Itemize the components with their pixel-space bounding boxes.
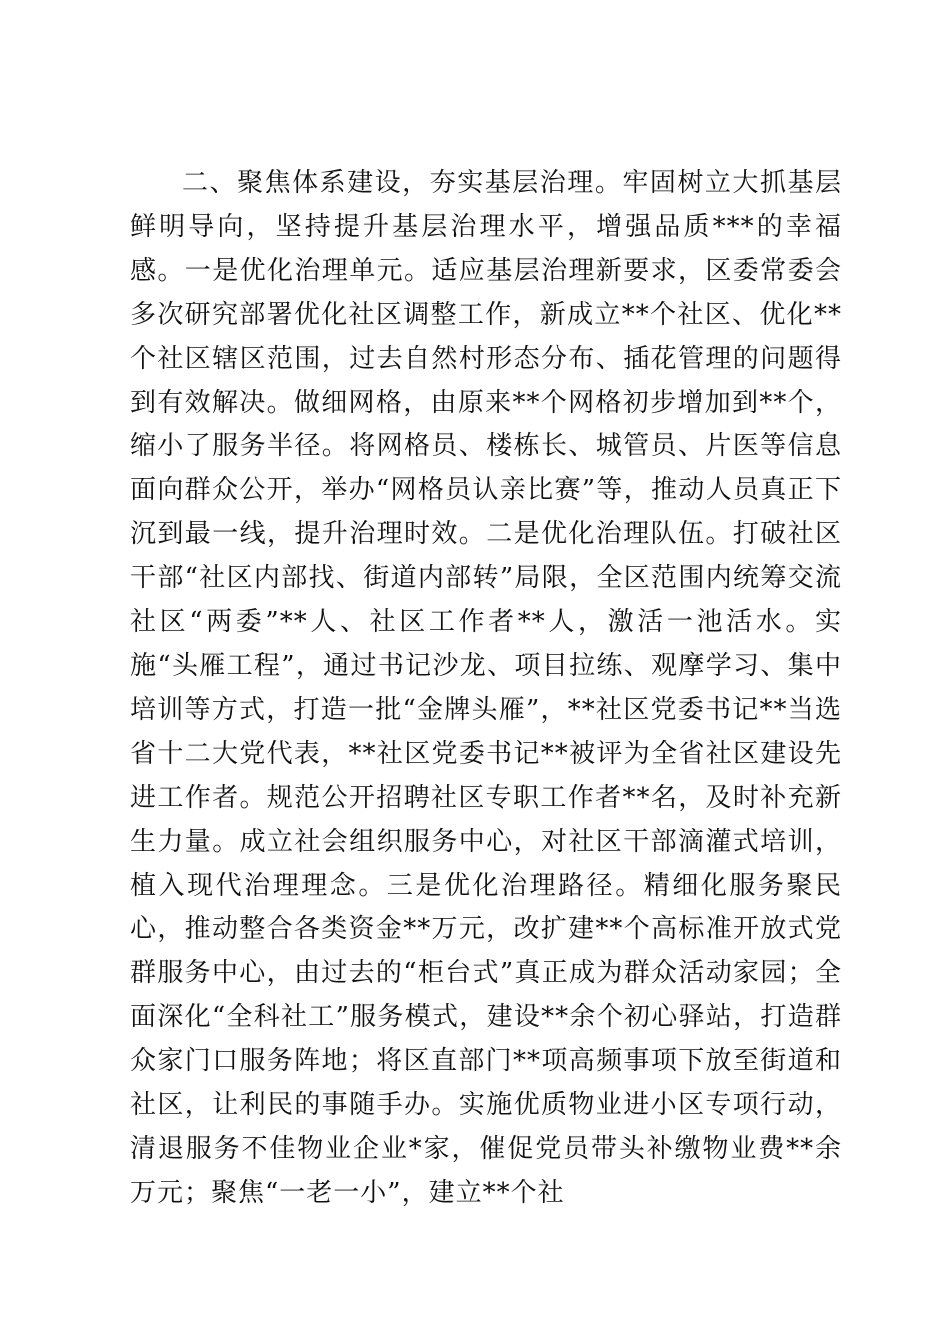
body-paragraph: 二、聚焦体系建设，夯实基层治理。牢固树立大抓基层鲜明导向，坚持提升基层治理水平，增强品质***的幸福感。一是优化治理单元。适应基层治理新要求，区委常委会多次研究部署优化社区调整工作，新成立**个社区、优化**个社区辖区范围，过去自然村形态分布、插花管理的问题得到有效解决。做细网格，由原来**个网格初步增加到**个，缩小了服务半径。将网格员、楼栋长、城管员、片医等信息面向群众公开，举办“网格员认亲比赛”等，推动人员真正下沉到最一线，提升治理时效。二是优化治理队伍。打破社区干部“社区内部找、街道内部转”局限，全区范围内统筹交流社区“两委”**人、社区工作者**人，激活一池活水。实施“头雁工程”，通过书记沙龙、项目拉练、观摩学习、集中培训等方式，打造一批“金牌头雁”，**社区党委书记**当选省十二大党代表，**社区党委书记**被评为全省社区建设先进工作者。规范公开招聘社区专职工作者**名，及时补充新生力量。成立社会组织服务中心，对社区干部滴灌式培训，植入现代治理理念。三是优化治理路径。精细化服务聚民心，推动整合各类资金**万元，改扩建**个高标准开放式党群服务中心，由过去的“柜台式”真正成为群众活动家园；全面深化“全科社工”服务模式，建设**余个初心驿站，打造群众家门口服务阵地；将区直部门**项高频事项下放至街道和社区，让利民的事随手办。实施优质物业进小区专项行动，清退服务不佳物业企业*家，催促党员带头补缴物业费**余万元；聚焦“一老一小”，建立**个社 <box>130 168 842 1208</box>
